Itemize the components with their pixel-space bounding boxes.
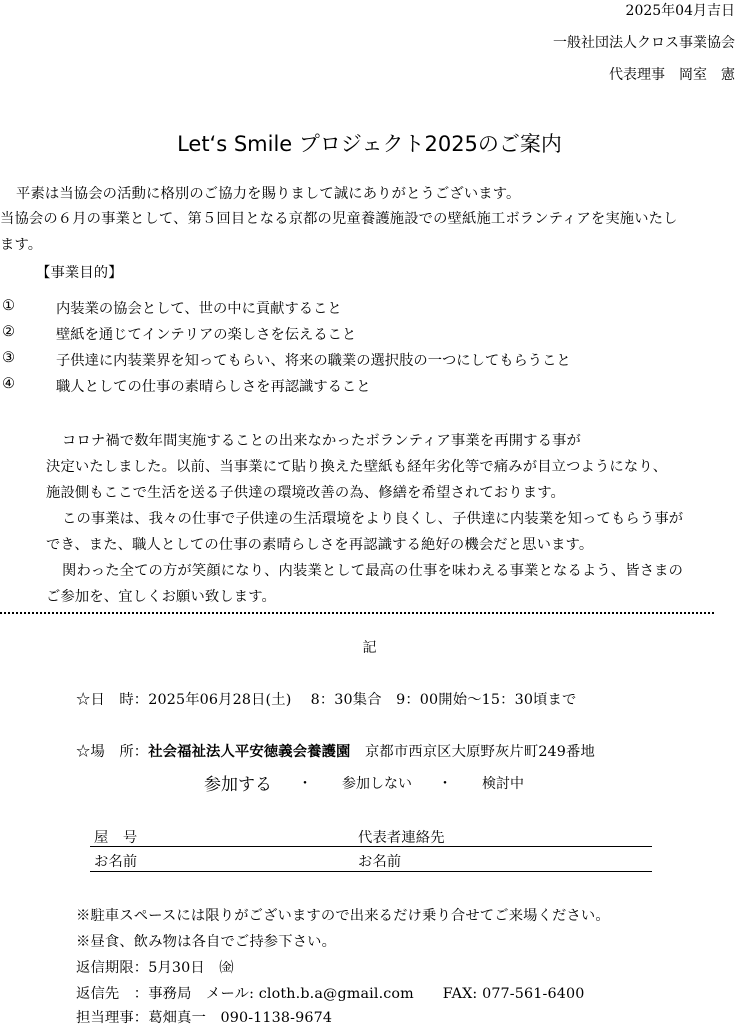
name-field[interactable] (90, 871, 652, 872)
undecided-option[interactable]: 検討中 (482, 776, 524, 792)
dotted-divider (0, 612, 714, 614)
place-name: 社会福祉法人平安徳義会養護園 (148, 744, 351, 760)
purpose-item-number: ② (2, 324, 15, 340)
shop-name-field[interactable] (90, 846, 652, 847)
place-label: ☆場 所： (76, 744, 149, 760)
datetime-value: 2025年06月28日(土) 8：30集合 9：00開始～15：30頃まで (148, 692, 577, 708)
body-line: コロナ禍で数年間実施することの出来なかったボランティア事業を再開する事が (62, 433, 581, 449)
ki-heading: 記 (362, 640, 377, 656)
body-line: 施設側もここで生活を送る子供達の環境改善の為、修繕を希望されております。 (46, 485, 565, 501)
purpose-item-text: 壁紙を通じてインテリアの楽しさを伝えること (56, 327, 357, 343)
lunch-note: ※昼食、飲み物は各自でご持参下さい。 (76, 934, 337, 950)
organization-name: 一般社団法人クロス事業協会 (553, 35, 735, 51)
reply-contact: 返信先 ：事務局 メール: cloth.b.a@gmail.com FAX: 077-561-6400 (76, 986, 585, 1002)
intro-line-2: 当協会の６月の事業として、第５回目となる京都の児童養護施設での壁紙施工ボランティアを実施いたし (0, 211, 678, 227)
purpose-heading: 【事業目的】 (36, 265, 123, 281)
purpose-item-text: 職人としての仕事の素晴らしさを再認識すること (56, 379, 371, 395)
contact-label: 代表者連絡先 (358, 830, 445, 846)
body-line: ご参加を、宜しくお願い致します。 (46, 589, 277, 605)
body-line: この事業は、我々の仕事で子供達の生活環境をより良くし、子供達に内装業を知ってもらう事が (62, 511, 684, 527)
purpose-item-text: 子供達に内装業界を知ってもらい、将来の職業の選択肢の一つにしてもらうこと (56, 353, 571, 369)
reply-deadline: 返信期限：5月30日 ㈮ (76, 960, 234, 976)
datetime-row (76, 689, 576, 709)
place-row (76, 741, 595, 761)
place-address: 京都市西京区大原野灰片町249番地 (364, 744, 595, 760)
not-attend-option[interactable]: 参加しない (342, 776, 412, 792)
document-date: 2025年04月吉日 (625, 3, 735, 19)
body-line: でき、また、職人としての仕事の素晴らしさを再認識する絶好の機会だと思います。 (46, 537, 594, 553)
person-in-charge: 担当理事：葛畑真一 090-1138-9674 (76, 1010, 333, 1026)
attend-separator: ・ (298, 776, 312, 792)
page-title: Let‘s Smile プロジェクト2025のご案内 (177, 132, 562, 156)
purpose-item-number: ④ (2, 376, 15, 392)
body-line: 決定いたしました。以前、当事業にて貼り換えた壁紙も経年劣化等で痛みが目立つようになり、 (46, 459, 668, 475)
purpose-item-number: ③ (2, 350, 15, 366)
body-line: 関わった全ての方が笑顔になり、内装業として最高の仕事を味わえる事業となるよう、皆さまの (62, 563, 684, 579)
name-label: お名前 (358, 854, 402, 870)
shop-name-label: 屋 号 (94, 830, 138, 846)
representative-name: 代表理事 岡室 憲 (609, 67, 735, 83)
name-label: お名前 (94, 854, 138, 870)
attend-separator: ・ (438, 776, 452, 792)
parking-note: ※駐車スペースには限りがございますので出来るだけ乗り合せてご来場ください。 (76, 908, 610, 924)
intro-line-3: ます。 (0, 237, 43, 253)
purpose-item-text: 内装業の協会として、世の中に貢献すること (56, 301, 342, 317)
purpose-item-number: ① (2, 298, 15, 314)
datetime-label: ☆日 時： (76, 692, 149, 708)
attend-option[interactable]: 参加する (204, 775, 272, 795)
intro-line-1: 平素は当協会の活動に格別のご協力を賜りまして誠にありがとうございます。 (16, 186, 521, 202)
